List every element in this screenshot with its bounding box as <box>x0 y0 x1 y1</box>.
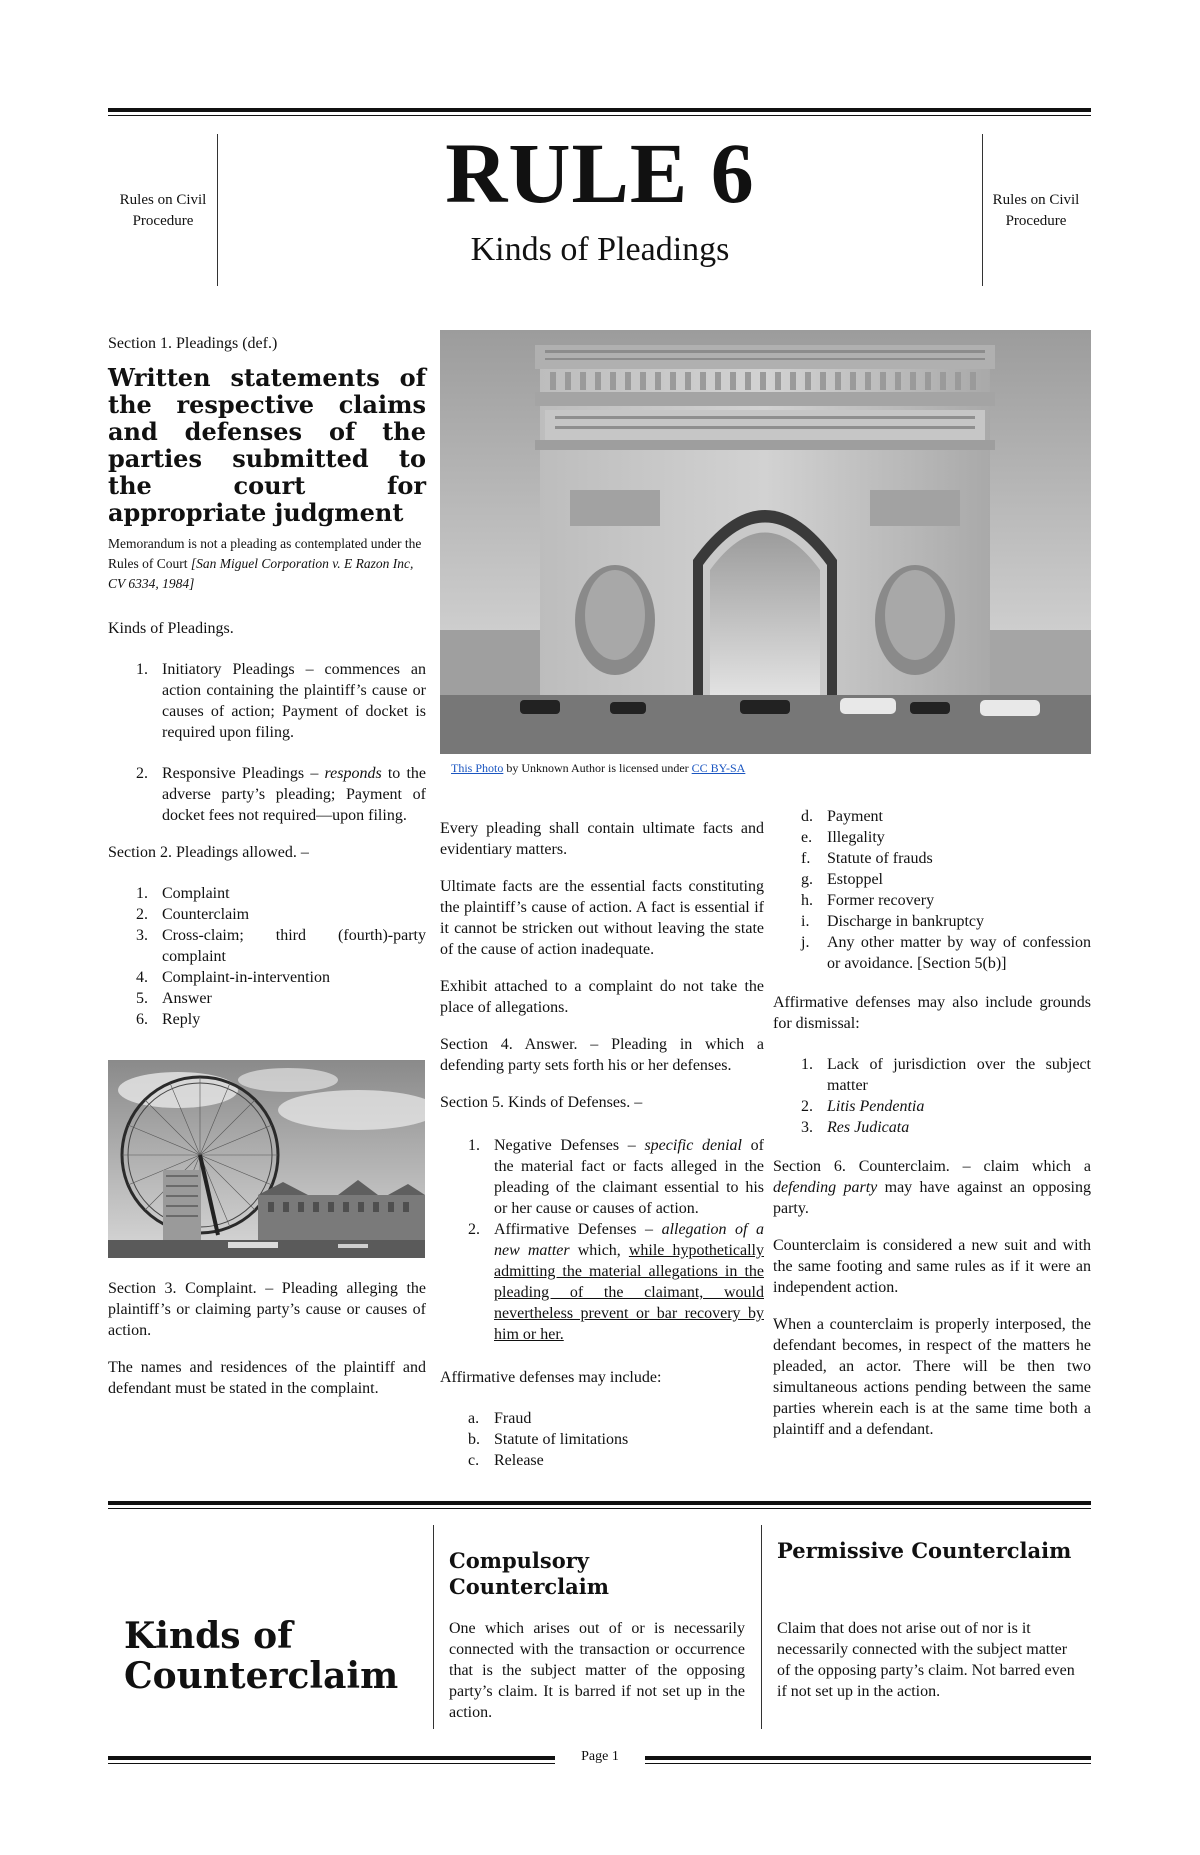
list-item-text: Complaint-in-intervention <box>162 969 330 986</box>
bottom-box-top-rule-thin <box>108 1508 1091 1509</box>
memorandum-text: Memorandum is not a pleading as contemplated under the Rules of Court <box>108 536 422 571</box>
negative-defense-emphasis: specific denial <box>644 1137 742 1154</box>
footer-rule-left-thin <box>108 1763 555 1764</box>
list-item-text: Reply <box>162 1011 201 1028</box>
list-item <box>440 1135 764 1219</box>
london-eye-photo <box>108 1060 425 1258</box>
list-item-text-tail: to the adverse party’s pleading; Payment of docket fees not required—upon filing. <box>162 765 426 824</box>
affirmative-defense-label: Affirmative Defenses – <box>494 1221 662 1238</box>
list-item <box>773 911 1091 932</box>
list-item-text: Payment <box>827 808 883 825</box>
list-item-text: Counterclaim <box>162 906 250 923</box>
list-item-number: j. <box>801 934 810 951</box>
list-item-text: Litis Pendentia <box>827 1098 925 1115</box>
list-item <box>108 659 426 743</box>
list-item-number: 2. <box>468 1221 480 1238</box>
affirmative-defense-emphasis: allegation of a new matter <box>494 1221 765 1259</box>
section-5-heading: Section 5. Kinds of Defenses. – <box>440 1094 643 1111</box>
list-item-number: f. <box>801 850 811 867</box>
kinds-of-defenses-list <box>440 1135 764 1345</box>
list-item-number: 2. <box>136 906 148 923</box>
list-item <box>773 827 1091 848</box>
list-item <box>773 1117 1091 1138</box>
list-item-number: 3. <box>801 1119 813 1136</box>
list-item-text: Estoppel <box>827 871 883 888</box>
list-item-number: h. <box>801 892 813 909</box>
list-item-number: 1. <box>136 885 148 902</box>
list-item-number: 6. <box>136 1011 148 1028</box>
list-item <box>773 869 1091 890</box>
section-4-text: – Pleading in which a defending party sets forth his or her defenses. <box>440 1036 764 1074</box>
list-item-text: Initiatory Pleadings – commences an action containing the plaintiff’s cause or causes of action; Payment of docket is required upon filing. <box>162 661 426 741</box>
section-6-emphasis: defending party <box>773 1179 878 1196</box>
list-item-number: 5. <box>136 990 148 1007</box>
bottom-divider-right <box>761 1525 762 1729</box>
section-3-names-paragraph: The names and residences of the plaintiff and defendant must be stated in the complaint. <box>108 1359 426 1397</box>
section-1-heading <box>108 333 426 354</box>
footer-rule-right <box>645 1756 1091 1760</box>
section-6-heading: Section 6. Counterclaim. <box>773 1158 950 1175</box>
list-item <box>108 883 426 904</box>
compulsory-counterclaim-title: Compulsory Counterclaim <box>449 1548 609 1599</box>
list-item-text: Illegality <box>827 829 885 846</box>
list-item <box>440 1450 764 1471</box>
bottom-box-top-rule <box>108 1501 1091 1505</box>
list-item <box>440 1408 764 1429</box>
kinds-of-pleadings-list <box>108 659 426 826</box>
list-item-text: Any other matter by way of confession or avoidance. [Section 5(b)] <box>827 934 1091 972</box>
list-item-emphasis: responds <box>324 765 382 782</box>
list-item <box>440 1219 764 1345</box>
page-title: RULE 6 <box>445 125 755 221</box>
memorandum-note <box>108 534 426 594</box>
list-item-number: a. <box>468 1410 480 1427</box>
affirmative-defenses-heading: Affirmative defenses may include: <box>440 1369 662 1386</box>
exhibit-paragraph: Exhibit attached to a complaint do not take the place of allegations. <box>440 978 764 1016</box>
section-2-heading: Section 2. Pleadings allowed. – <box>108 844 309 861</box>
ultimate-facts-definition: Ultimate facts are the essential facts constituting the plaintiff’s cause of action. A fact is essential if it cannot be stricken out without leaving the state of the cause of action inadequate. <box>440 878 764 958</box>
kinds-of-pleadings-heading: Kinds of Pleadings. <box>108 620 234 637</box>
section-3-text: – Pleading alleging the plaintiff’s or claiming party’s cause or causes of action. <box>108 1280 426 1339</box>
london-eye-illustration <box>108 1060 425 1258</box>
arc-de-triomphe-illustration <box>440 330 1091 754</box>
header-side-label-right: Rules on Civil Procedure <box>992 192 1080 229</box>
list-item <box>108 925 426 967</box>
affirmative-defense-mid: which, <box>569 1242 629 1259</box>
list-item-text: Release <box>494 1452 544 1469</box>
bottom-divider-left <box>433 1525 434 1729</box>
list-item <box>108 967 426 988</box>
list-item <box>108 763 426 826</box>
counterclaim-new-suit: Counterclaim is considered a new suit and with the same footing and same rules as if it were an independent action. <box>773 1237 1091 1296</box>
section-3-heading: Section 3. Complaint. <box>108 1280 257 1297</box>
license-link[interactable]: CC BY-SA <box>691 761 746 775</box>
left-column <box>108 333 426 1048</box>
list-item-text: Complaint <box>162 885 230 902</box>
permissive-counterclaim-text: Claim that does not arise out of nor is it necessarily connected with the subject matter of the opposing party’s claim. Not barred even if not set up in the action. <box>777 1620 1075 1700</box>
list-item <box>108 1009 426 1030</box>
page-subtitle: Kinds of Pleadings <box>470 231 730 268</box>
list-item <box>108 904 426 925</box>
header-top-rule-thin <box>108 115 1091 116</box>
list-item-number: 1. <box>468 1137 480 1154</box>
list-item-text: Statute of limitations <box>494 1431 629 1448</box>
list-item-text: Discharge in bankruptcy <box>827 913 984 930</box>
list-item <box>440 1429 764 1450</box>
list-item-number: i. <box>801 913 810 930</box>
list-item-number: 1. <box>801 1056 813 1073</box>
list-item-text: Responsive Pleadings – <box>162 765 325 782</box>
section-1-title: Section 1. Pleadings <box>108 335 239 352</box>
affirmative-defenses-list <box>440 1408 764 1471</box>
section-4-paragraph <box>440 1034 764 1076</box>
middle-column <box>440 818 764 1489</box>
list-item <box>773 1054 1091 1096</box>
list-item-text: Former recovery <box>827 892 935 909</box>
permissive-counterclaim-title: Permissive Counterclaim <box>777 1538 1072 1563</box>
pleading-definition: Written statements of the respective claims and defenses of the parties submitted to the court for appropriate judgment <box>108 363 426 527</box>
header-side-label-left: Rules on Civil Procedure <box>119 192 207 229</box>
dismissal-grounds-intro: Affirmative defenses may also include grounds for dismissal: <box>773 994 1091 1032</box>
left-column-lower <box>108 1278 426 1415</box>
compulsory-counterclaim-text: One which arises out of or is necessarily connected with the transaction or occurrence that is the subject matter of the opposing party’s claim. It is barred if not set up in the action. <box>449 1620 745 1721</box>
pleadings-allowed-list <box>108 883 426 1030</box>
caption-text: by Unknown Author is licensed under <box>503 761 692 775</box>
list-item-number: e. <box>801 829 813 846</box>
list-item-text: Res Judicata <box>827 1119 910 1136</box>
section-6-paragraph <box>773 1156 1091 1219</box>
list-item <box>773 890 1091 911</box>
list-item-number: 4. <box>136 969 148 986</box>
list-item <box>773 848 1091 869</box>
list-item-number: b. <box>468 1431 480 1448</box>
footer-rule-right-thin <box>645 1763 1091 1764</box>
section-6-pre: – claim which a <box>949 1158 1092 1175</box>
page-number: Page 1 <box>581 1749 619 1764</box>
kinds-of-counterclaim-title: Kinds of Counterclaim <box>124 1615 399 1697</box>
list-item-number: 2. <box>801 1098 813 1115</box>
section-3-paragraph <box>108 1278 426 1341</box>
list-item-text: Statute of frauds <box>827 850 933 867</box>
list-item-text: Answer <box>162 990 212 1007</box>
list-item-number: 1. <box>136 661 148 678</box>
list-item <box>773 1096 1091 1117</box>
arc-de-triomphe-photo <box>440 330 1091 754</box>
negative-defense-text: of the material fact or facts alleged in the pleading of the claimant essential to his or her cause or causes of action. <box>494 1137 765 1217</box>
list-item-number: c. <box>468 1452 480 1469</box>
list-item <box>773 806 1091 827</box>
right-column <box>773 806 1091 1456</box>
list-item-text: Lack of jurisdiction over the subject matter <box>827 1056 1091 1094</box>
list-item-number: g. <box>801 871 813 888</box>
list-item <box>108 988 426 1009</box>
counterclaim-interposed: When a counterclaim is properly interposed, the defendant becomes, in respect of the matters he pleaded, an actor. There will be then two simultaneous actions pending between the same parties wherein each is at the same time both a plaintiff and a defendant. <box>773 1316 1091 1438</box>
list-item-number: d. <box>801 808 813 825</box>
list-item-text: Fraud <box>494 1410 532 1427</box>
photo-caption <box>451 760 851 776</box>
list-item-number: 3. <box>136 927 148 944</box>
section-1-def: (def.) <box>242 335 278 352</box>
photo-link[interactable]: This Photo <box>451 761 504 775</box>
list-item-number: 2. <box>136 765 148 782</box>
affirmative-defenses-list-continued <box>773 806 1091 974</box>
affirmative-defense-underlined: while hypothetically admitting the material allegations in the pleading of the claimant, would nevertheless prevent or bar recovery by him or her. <box>494 1242 765 1343</box>
header-top-rule <box>108 108 1091 112</box>
memorandum-citation: [San Miguel Corporation v. E Razon Inc, CV 6334, 1984] <box>108 556 414 591</box>
dismissal-grounds-list <box>773 1054 1091 1138</box>
footer-rule-left <box>108 1756 555 1760</box>
list-item <box>773 932 1091 974</box>
list-item-text: Cross-claim; third (fourth)-party complaint <box>162 927 426 965</box>
section-4-heading: Section 4. Answer. <box>440 1036 578 1053</box>
ultimate-facts-intro: Every pleading shall contain ultimate facts and evidentiary matters. <box>440 820 764 858</box>
negative-defense-label: Negative Defenses – <box>494 1137 645 1154</box>
section-6-post: may have against an opposing party. <box>773 1179 1091 1217</box>
